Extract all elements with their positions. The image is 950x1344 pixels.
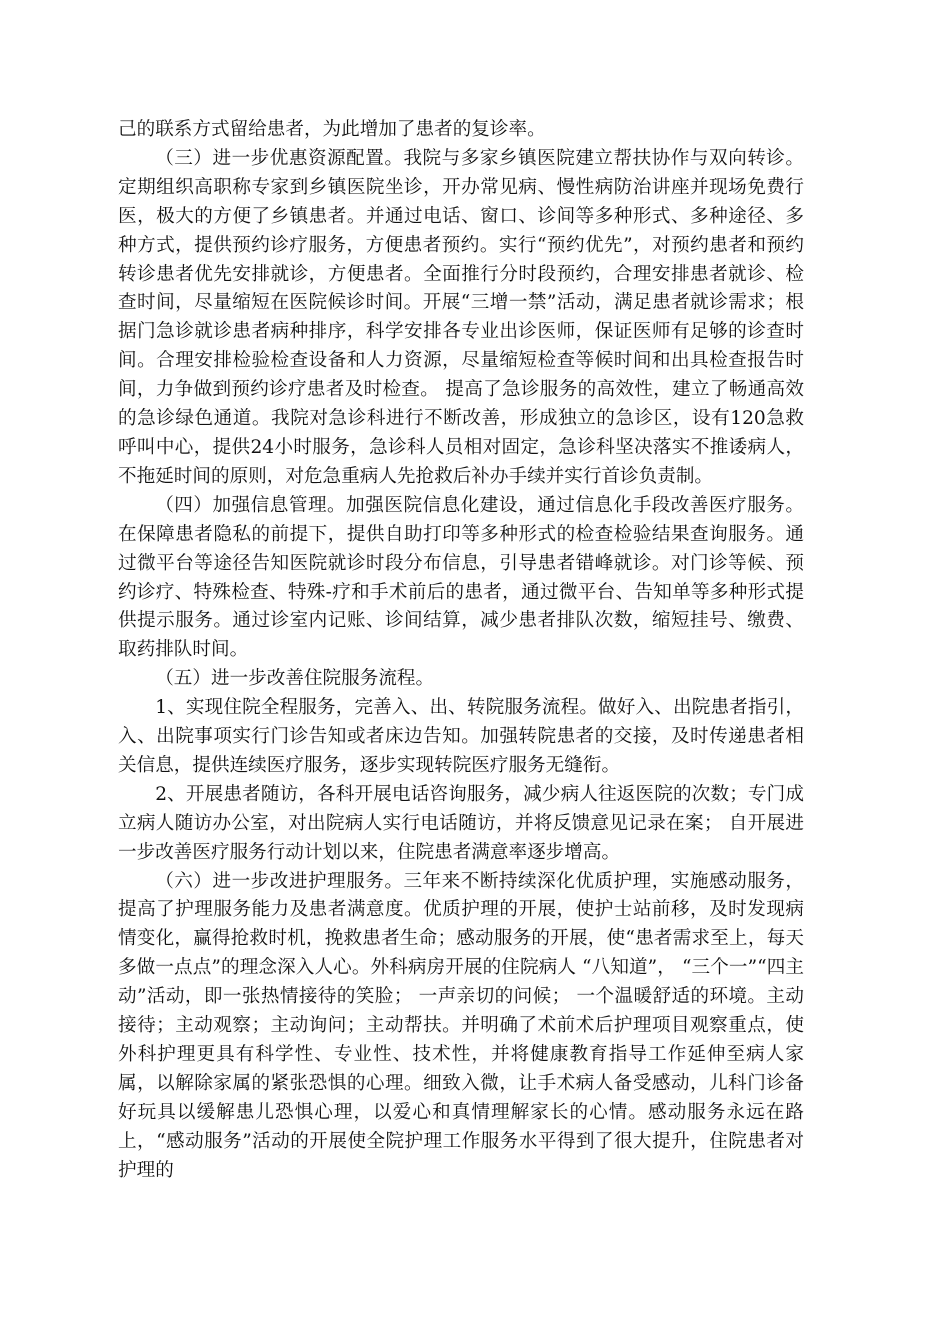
paragraph-section-3: （三）进一步优惠资源配置。我院与多家乡镇医院建立帮扶协作与双向转诊。定期组织高职称专家到乡镇医院坐诊，开办常见病、慢性病防治讲座并现场免费行医，极大的方便了乡镇患者。并通过电话、窗口、诊间等多种形式、多种途径、多种方式，提供预约诊疗服务，方便患者预约。实行“预约优先”，对预约患者和预约转诊患者优先安排就诊，方便患者。全面推行分时段预约，合理安排患者就诊、检查时间，尽量缩短在医院候诊时间。开展“三增一禁”活动，满足患者就诊需求；根据门急诊就诊患者病种排序，科学安排各专业出诊医师，保证医师有足够的诊查时间。合理安排检验检查设备和人力资源，尽量缩短检查等候时间和出具检查报告时间，力争做到预约诊疗患者及时检查。 提高了急诊服务的高效性，建立了畅通高效的急诊绿色通道。我院对急诊科进行不断改善，形成独立的急诊区，设有120急救呼叫中心，提供24小时服务，急诊科人员相对固定，急诊科坚决落实不推诿病人，不拖延时间的原则，对危急重病人先抢救后补办手续并实行首诊负责制。 [118, 147, 804, 487]
paragraph-section-6: （六）进一步改进护理服务。三年来不断持续深化优质护理，实施感动服务，提高了护理服务能力及患者满意度。优质护理的开展，使护士站前移，及时发现病情变化，赢得抢救时机，挽救患者生命；感动服务的开展，使“患者需求至上，每天多做一点点”的理念深入人心。外科病房开展的住院病人 “八知道”， “三个一”“四主动”活动，即一张热情接待的笑脸； 一声亲切的问候； 一个温暖舒适的环境。主动接待；主动观察；主动询问；主动帮扶。并明确了术前术后护理项目观察重点，使外科护理更具有科学性、专业性、技术性，并将健康教育指导工作延伸至病人家属，以解除家属的紧张恐惧的心理。细致入微，让手术病人备受感动，儿科门诊备好玩具以缓解患儿恐惧心理，以爱心和真情理解家长的心情。感动服务永远在路上，“感动服务”活动的开展使全院护理工作服务水平得到了很大提升，住院患者对护理的 [118, 870, 804, 1181]
paragraph-continuation: 己的联系方式留给患者，为此增加了患者的复诊率。 [118, 119, 546, 140]
heading-section-5: （五）进一步改善住院服务流程。 [155, 668, 435, 690]
paragraph-section-4: （四）加强信息管理。加强医院信息化建设，通过信息化手段改善医疗服务。在保障患者隐私的前提下，提供自助打印等多种形式的检查检验结果查询服务。通过微平台等途径告知医院就诊时段分布信息，引导患者错峰就诊。对门诊等候、预约诊疗、特殊检查、特殊-疗和手术前后的患者，通过微平台、告知单等多种形式提供提示服务。通过诊室内记账、诊间结算，减少患者排队次数，缩短挂号、缴费、取药排队时间。 [118, 494, 804, 661]
paragraph-item-1: 1、实现住院全程服务，完善入、出、转院服务流程。做好入、出院患者指引，入、出院事项实行门诊告知或者床边告知。加强转院患者的交接，及时传递患者相关信息，提供连续医疗服务，逐步实现转院医疗服务无缝衔。 [118, 697, 804, 776]
document-body [118, 116, 804, 1186]
paragraph-item-2: 2、开展患者随访，各科开展电话咨询服务，减少病人往返医院的次数；专门成立病人随访办公室，对出院病人实行电话随访，并将反馈意见记录在案； 自开展进一步改善医疗服务行动计划以来，住院患者满意率逐步增高。 [118, 783, 804, 863]
